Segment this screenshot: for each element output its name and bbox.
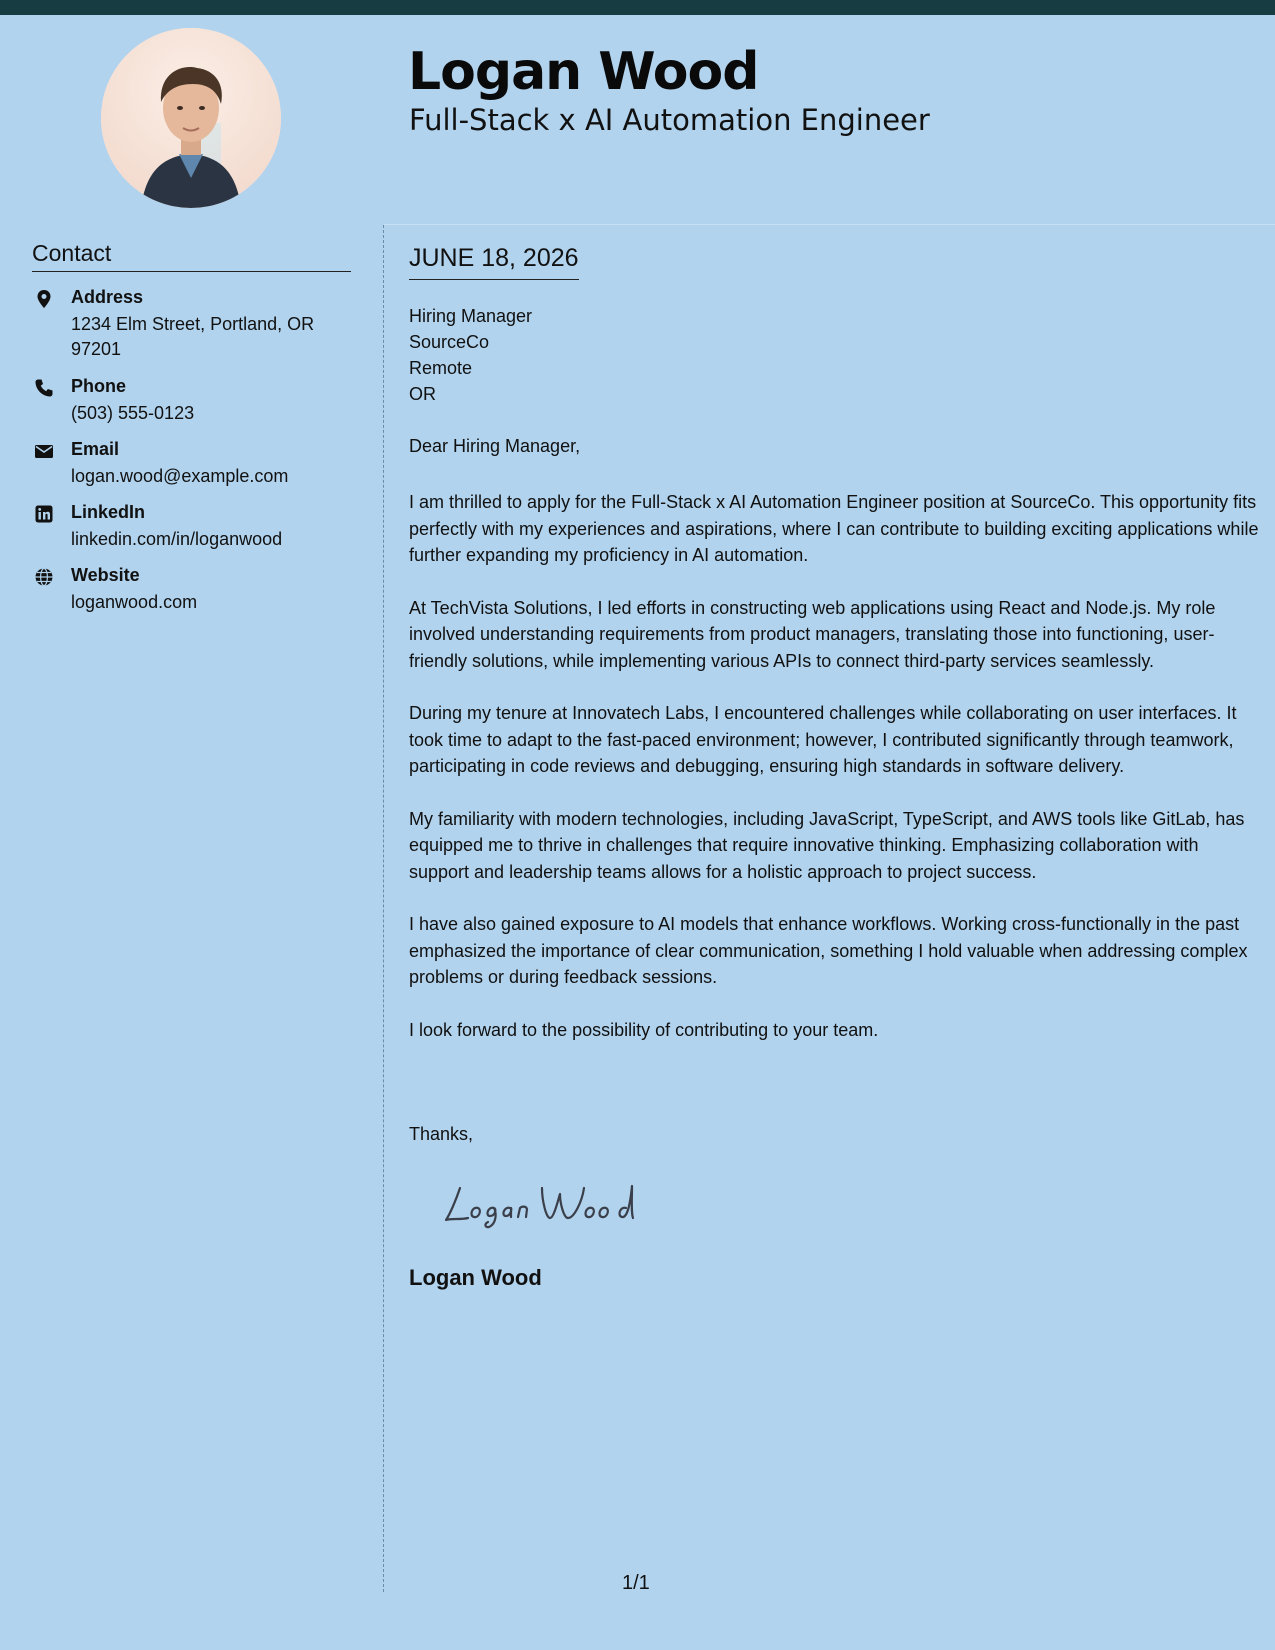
contact-label: LinkedIn	[71, 502, 146, 522]
body-paragraph: I look forward to the possibility of contributing to your team.	[409, 1019, 879, 1040]
header-divider	[384, 224, 1275, 225]
column-divider	[383, 225, 384, 1592]
linkedin-icon	[34, 504, 54, 524]
handwritten-signature	[442, 1180, 642, 1230]
phone-icon	[34, 378, 54, 398]
contact-label: Address	[71, 287, 144, 307]
body-paragraph: I have also gained exposure to AI models that enhance workflows. Working cross-functionally in the past emphasized the importance of clear communication, something I hold valuable when addressing complex problems or during feedback sessions.	[409, 914, 1248, 987]
contact-label: Website	[71, 565, 140, 585]
job-title: Full-Stack x AI Automation Engineer	[409, 103, 930, 137]
address-value: 1234 Elm Street, Portland, OR 97201	[71, 314, 315, 359]
salutation: Dear Hiring Manager,	[409, 436, 581, 456]
linkedin-value[interactable]: linkedin.com/in/loganwood	[71, 529, 283, 549]
contact-heading: Contact	[32, 240, 351, 272]
closing: Thanks,	[409, 1124, 474, 1144]
top-accent-bar	[0, 0, 1275, 15]
letter-body	[409, 489, 1261, 1069]
page-number: 1/1	[622, 1572, 650, 1594]
body-paragraph: My familiarity with modern technologies, including JavaScript, TypeScript, and AWS tools like GitLab, has equipped me to thrive in challenges that require innovative thinking. Emphasizing collaboration with support and leadership teams allows for a holistic approach to project success.	[409, 808, 1245, 882]
letter-date: JUNE 18, 2026	[409, 244, 579, 280]
profile-photo	[101, 28, 281, 208]
signer-name: Logan Wood	[409, 1265, 542, 1290]
body-paragraph: I am thrilled to apply for the Full-Stack x AI Automation Engineer position at SourceCo. This opportunity fits perfectly with my experiences and aspirations, where I can contribute to building exciting applications while further expanding my proficiency in AI automation.	[409, 492, 1259, 565]
contact-label: Email	[71, 439, 120, 459]
contact-label: Phone	[71, 376, 127, 396]
phone-value: (503) 555-0123	[71, 403, 195, 423]
body-paragraph: At TechVista Solutions, I led efforts in constructing web applications using React and Node.js. My role involved understanding requirements from product managers, translating those into functioning, user-friendly solutions, while implementing various APIs to connect third-party services seamlessly.	[409, 597, 1216, 671]
envelope-icon	[34, 441, 54, 461]
recipient-line: SourceCo	[409, 332, 490, 352]
website-value[interactable]: loganwood.com	[71, 592, 198, 612]
recipient-block	[409, 303, 532, 407]
recipient-line: Hiring Manager	[409, 306, 533, 326]
recipient-line: OR	[409, 384, 436, 404]
candidate-name: Logan Wood	[408, 42, 759, 102]
location-pin-icon	[34, 289, 54, 309]
recipient-line: Remote	[409, 358, 473, 378]
email-value[interactable]: logan.wood@example.com	[71, 466, 289, 486]
globe-icon	[34, 567, 54, 587]
body-paragraph: During my tenure at Innovatech Labs, I encountered challenges while collaborating on user interfaces. It took time to adapt to the fast-paced environment; however, I contributed significantly through teamwork, participating in code reviews and debugging, ensuring high standards in software delivery.	[409, 703, 1237, 776]
